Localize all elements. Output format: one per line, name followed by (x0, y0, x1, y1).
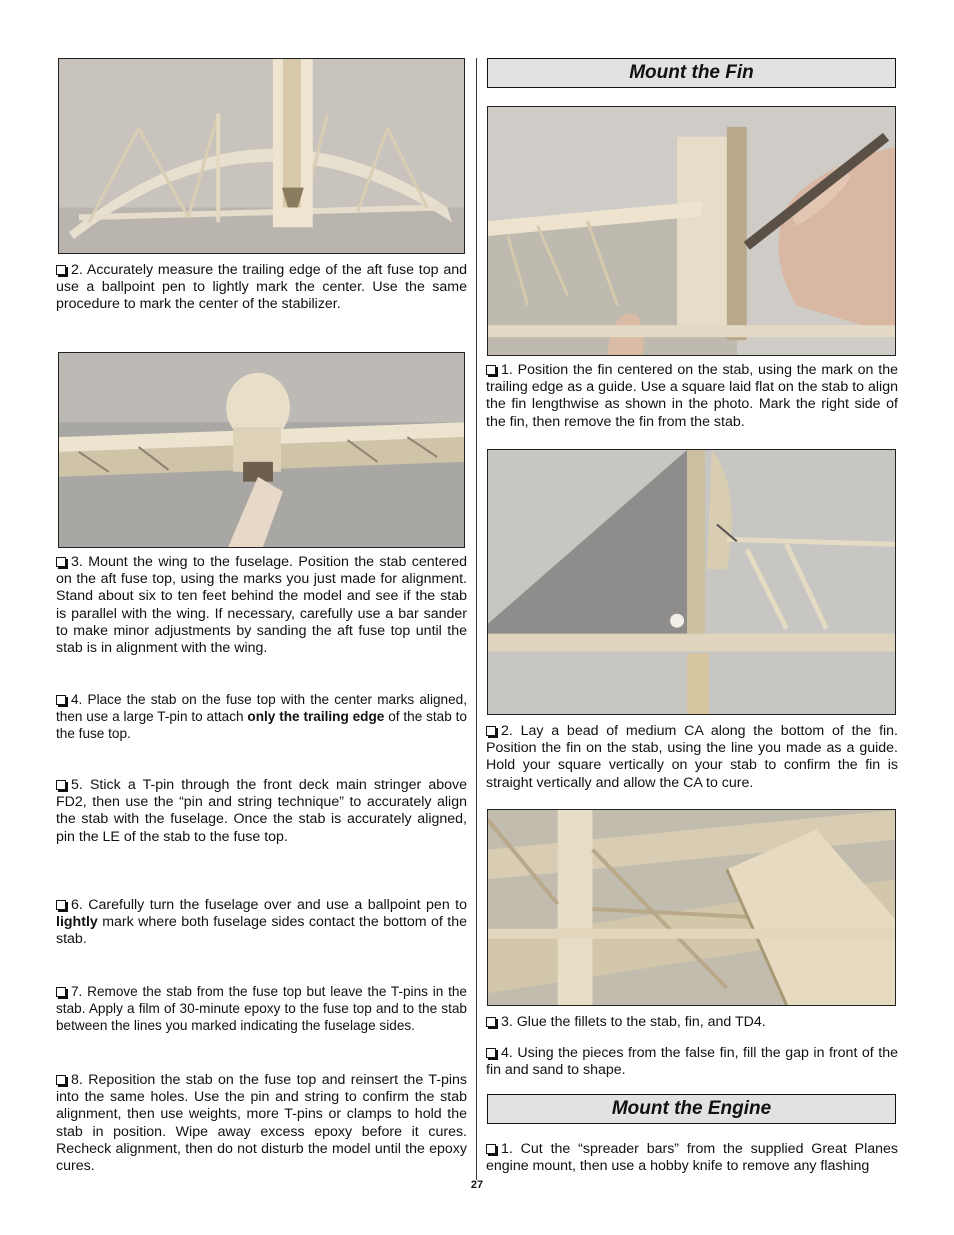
photo-fin-glued (487, 449, 896, 715)
step-2-text: 2. Accurately measure the trailing edge of the aft fuse top and use a ballpoint pen to lightly mark the center. Use the same procedure to mark the center of the stabilizer. (56, 262, 467, 313)
checkbox-icon[interactable] (486, 365, 496, 375)
step-6-text: 6. Carefully turn the fuselage over and use a ballpoint pen to lightly mark where both fuselage sides contact the bottom of the stab. (56, 897, 467, 948)
checkbox-icon[interactable] (56, 557, 66, 567)
section-heading-mount-fin: Mount the Fin (487, 58, 896, 88)
photo-stab-top-view (58, 58, 465, 254)
step-8-text: 8. Reposition the stab on the fuse top and reinsert the T-pins into the same holes. Use the pin and string to confirm the stab alignment, then use weights, more T-pins or clamps to hold the stab in position. Wipe away excess epoxy before it cures. Recheck alignment, then do not disturb the model until the epoxy cures. (56, 1072, 467, 1175)
checkbox-icon[interactable] (56, 265, 66, 275)
photo-fin-marking (487, 106, 896, 356)
checkbox-icon[interactable] (486, 1048, 496, 1058)
checkbox-icon[interactable] (56, 780, 66, 790)
checkbox-icon[interactable] (56, 900, 66, 910)
step-3-text: 3. Mount the wing to the fuselage. Position the stab centered on the aft fuse top, using the marks you just made for alignment. Stand about six to ten feet behind the model and see if the stab is parallel with the wing. If necessary, carefully use a bar sander to make minor adjustments by sanding the aft fuse top until the stab is in alignment with the wing. (56, 554, 467, 657)
step-7-text: 7. Remove the stab from the fuse top but leave the T-pins in the stab. Apply a film of 30-minute epoxy to the fuse top and to the stab between the lines you marked indicating the fuselage sides. (56, 984, 467, 1034)
checkbox-icon[interactable] (486, 726, 496, 736)
engine-step-1-text: 1. Cut the “spreader bars” from the supplied Great Planes engine mount, then use a hobby knife to remove any flashing (486, 1141, 898, 1175)
fin-step-4-text: 4. Using the pieces from the false fin, fill the gap in front of the fin and sand to shape. (486, 1045, 898, 1079)
checkbox-icon[interactable] (56, 1075, 66, 1085)
page-number: 27 (470, 1179, 484, 1191)
section-heading-mount-engine: Mount the Engine (487, 1094, 896, 1124)
fin-step-1-text: 1. Position the fin centered on the stab, using the mark on the trailing edge as a guide. Use a square laid flat on the stab to align the fin lengthwise as shown in the photo. Mark the right side of the fin, then remove the fin from the stab. (486, 362, 898, 430)
checkbox-icon[interactable] (56, 987, 66, 997)
checkbox-icon[interactable] (486, 1017, 496, 1027)
step-5-text: 5. Stick a T-pin through the front deck main stringer above FD2, then use the “pin and string technique” to accurately align the stab with the fuselage. Once the stab is accurately aligned, pin the LE of the stab to the fuse top. (56, 777, 467, 845)
step-4-text: 4. Place the stab on the fuse top with the center marks aligned, then use a large T-pin to attach only the trailing edge of the stab to the fuse top. (56, 692, 467, 742)
photo-fillets (487, 809, 896, 1006)
fin-step-3-text: 3. Glue the fillets to the stab, fin, and TD4. (486, 1014, 898, 1031)
checkbox-icon[interactable] (486, 1144, 496, 1154)
checkbox-icon[interactable] (56, 695, 66, 705)
column-divider (476, 58, 477, 1180)
photo-wing-stab-alignment (58, 352, 465, 548)
fin-step-2-text: 2. Lay a bead of medium CA along the bottom of the fin. Position the fin on the stab, using the line you made as a guide. Hold your square vertically on your stab to confirm the fin is straight vertically and allow the CA to cure. (486, 723, 898, 791)
